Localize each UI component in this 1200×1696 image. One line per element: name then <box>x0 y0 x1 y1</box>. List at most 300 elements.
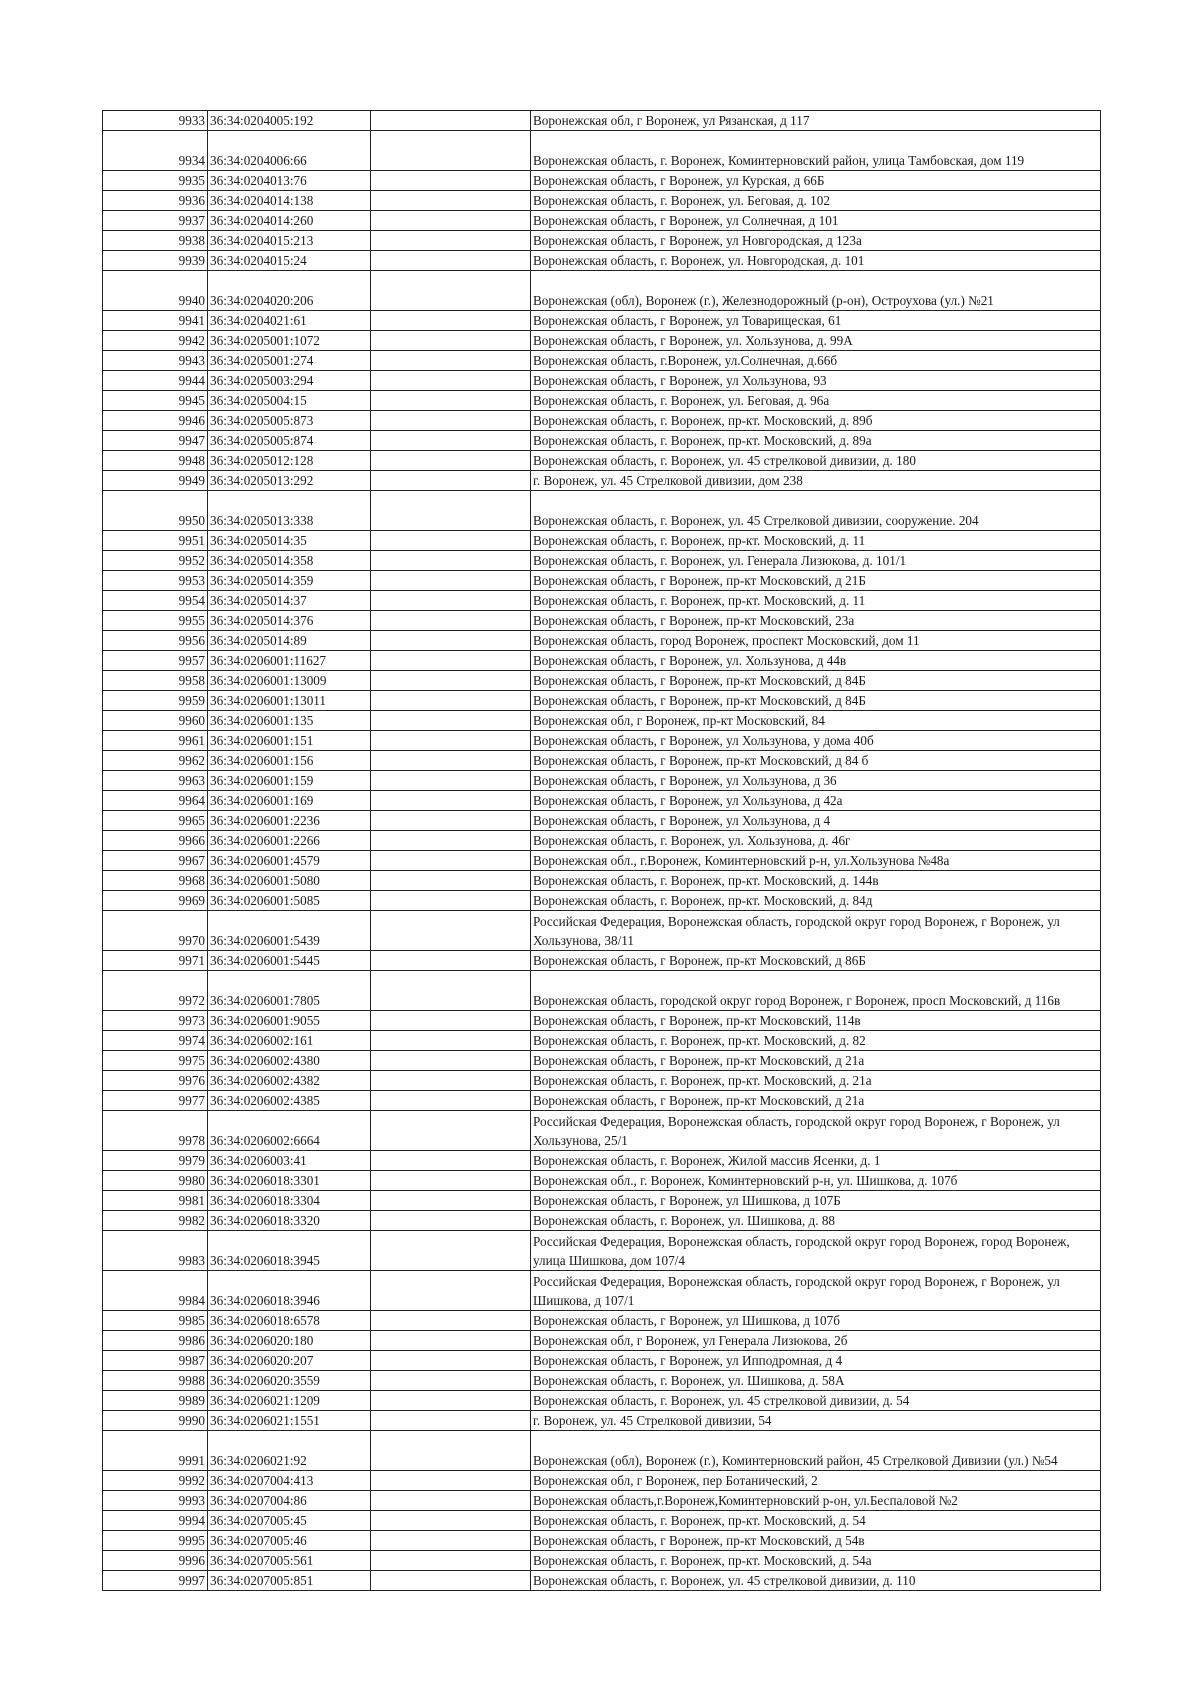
table-row <box>103 251 1101 271</box>
address-cell: Воронежская область, городской округ город Воронеж, г Воронеж, просп Московский, д 116в <box>531 971 1101 1011</box>
table-row <box>103 1211 1101 1231</box>
address-cell: Воронежская область, г Воронеж, пр-кт Московский, 23а <box>531 611 1101 631</box>
cadastral-number-cell: 36:34:0206002:4380 <box>208 1051 371 1071</box>
table-row <box>103 231 1101 251</box>
empty-cell <box>371 311 531 331</box>
row-number-cell: 9969 <box>103 891 208 911</box>
address-cell: Воронежская область, г Воронеж, ул Ипподромная, д 4 <box>531 1351 1101 1371</box>
address-cell: Воронежская область, г. Воронеж, ул. 45 стрелковой дивизии, д. 54 <box>531 1391 1101 1411</box>
empty-cell <box>371 131 531 171</box>
address-cell: Воронежская (обл), Воронеж (г.), Коминтерновский район, 45 Стрелковой Дивизии (ул.) №54 <box>531 1431 1101 1471</box>
table-row <box>103 1551 1101 1571</box>
address-cell: Воронежская область, г.Воронеж, ул.Солнечная, д.66б <box>531 351 1101 371</box>
row-number-cell: 9993 <box>103 1491 208 1511</box>
cadastral-number-cell: 36:34:0206001:159 <box>208 771 371 791</box>
cadastral-number-cell: 36:34:0206018:3946 <box>208 1271 371 1311</box>
row-number-cell: 9974 <box>103 1031 208 1051</box>
table-row <box>103 111 1101 131</box>
table-row <box>103 211 1101 231</box>
cadastral-number-cell: 36:34:0204014:138 <box>208 191 371 211</box>
row-number-cell: 9985 <box>103 1311 208 1331</box>
cadastral-number-cell: 36:34:0206018:3304 <box>208 1191 371 1211</box>
address-cell: Воронежская область, г. Воронеж, пр-кт. Московский, д. 54 <box>531 1511 1101 1531</box>
cadastral-number-cell: 36:34:0205005:874 <box>208 431 371 451</box>
address-cell: г. Воронеж, ул. 45 Стрелковой дивизии, 54 <box>531 1411 1101 1431</box>
empty-cell <box>371 1351 531 1371</box>
table-row <box>103 751 1101 771</box>
row-number-cell: 9967 <box>103 851 208 871</box>
empty-cell <box>371 1151 531 1171</box>
table-row <box>103 1171 1101 1191</box>
cadastral-number-cell: 36:34:0205001:274 <box>208 351 371 371</box>
row-number-cell: 9934 <box>103 131 208 171</box>
table-row <box>103 311 1101 331</box>
table-row <box>103 451 1101 471</box>
row-number-cell: 9961 <box>103 731 208 751</box>
row-number-cell: 9942 <box>103 331 208 351</box>
address-cell: Воронежская область, г. Воронеж, ул. 45 стрелковой дивизии, д. 180 <box>531 451 1101 471</box>
table-row <box>103 1271 1101 1311</box>
empty-cell <box>371 951 531 971</box>
cadastral-number-cell: 36:34:0205013:292 <box>208 471 371 491</box>
empty-cell <box>371 671 531 691</box>
cadastral-number-cell: 36:34:0206018:3320 <box>208 1211 371 1231</box>
address-cell: Воронежская область, город Воронеж, проспект Московский, дом 11 <box>531 631 1101 651</box>
address-cell: Воронежская область, г Воронеж, ул Новгородская, д 123а <box>531 231 1101 251</box>
table-row <box>103 491 1101 531</box>
address-cell: Воронежская область, г Воронеж, ул Товарищеская, 61 <box>531 311 1101 331</box>
cadastral-number-cell: 36:34:0206021:1209 <box>208 1391 371 1411</box>
cadastral-number-cell: 36:34:0205001:1072 <box>208 331 371 351</box>
address-cell: Воронежская область, г. Воронеж, ул. Шишкова, д. 58А <box>531 1371 1101 1391</box>
table-row <box>103 731 1101 751</box>
row-number-cell: 9976 <box>103 1071 208 1091</box>
address-cell: Воронежская область, г Воронеж, пр-кт Московский, д 21Б <box>531 571 1101 591</box>
cadastral-number-cell: 36:34:0204013:76 <box>208 171 371 191</box>
cadastral-number-cell: 36:34:0206001:7805 <box>208 971 371 1011</box>
empty-cell <box>371 771 531 791</box>
cadastral-number-cell: 36:34:0205005:873 <box>208 411 371 431</box>
address-cell: Воронежская обл, г Воронеж, ул Рязанская, д 117 <box>531 111 1101 131</box>
address-cell: Воронежская область, г Воронеж, пр-кт Московский, д 54в <box>531 1531 1101 1551</box>
row-number-cell: 9945 <box>103 391 208 411</box>
table-row <box>103 911 1101 951</box>
empty-cell <box>371 531 531 551</box>
cadastral-number-cell: 36:34:0206002:4385 <box>208 1091 371 1111</box>
row-number-cell: 9984 <box>103 1271 208 1311</box>
address-cell: Воронежская область, г Воронеж, ул Хользунова, д 36 <box>531 771 1101 791</box>
address-cell: Воронежская область, г. Воронеж, пр-кт. Московский, д. 11 <box>531 531 1101 551</box>
row-number-cell: 9995 <box>103 1531 208 1551</box>
table-row <box>103 871 1101 891</box>
row-number-cell: 9958 <box>103 671 208 691</box>
empty-cell <box>371 191 531 211</box>
empty-cell <box>371 1331 531 1351</box>
row-number-cell: 9959 <box>103 691 208 711</box>
address-cell: г. Воронеж, ул. 45 Стрелковой дивизии, дом 238 <box>531 471 1101 491</box>
table-row <box>103 271 1101 311</box>
table-row <box>103 1331 1101 1351</box>
address-cell: Российская Федерация, Воронежская область, городской округ город Воронеж, город Воронеж, улица Шишкова, дом 107/4 <box>531 1231 1101 1271</box>
cadastral-number-cell: 36:34:0205004:15 <box>208 391 371 411</box>
empty-cell <box>371 871 531 891</box>
table-row <box>103 791 1101 811</box>
table-row <box>103 771 1101 791</box>
row-number-cell: 9963 <box>103 771 208 791</box>
empty-cell <box>371 591 531 611</box>
empty-cell <box>371 1311 531 1331</box>
empty-cell <box>371 971 531 1011</box>
address-cell: Воронежская обл, г Воронеж, ул Генерала Лизюкова, 2б <box>531 1331 1101 1351</box>
cadastral-number-cell: 36:34:0206020:180 <box>208 1331 371 1351</box>
cadastral-number-cell: 36:34:0204015:24 <box>208 251 371 271</box>
table-row <box>103 811 1101 831</box>
empty-cell <box>371 611 531 631</box>
cadastral-number-cell: 36:34:0205014:359 <box>208 571 371 591</box>
empty-cell <box>371 451 531 471</box>
empty-cell <box>371 351 531 371</box>
cadastral-number-cell: 36:34:0207004:413 <box>208 1471 371 1491</box>
table-row <box>103 1371 1101 1391</box>
empty-cell <box>371 1231 531 1271</box>
address-cell: Воронежская обл, г Воронеж, пер Ботанический, 2 <box>531 1471 1101 1491</box>
row-number-cell: 9935 <box>103 171 208 191</box>
row-number-cell: 9952 <box>103 551 208 571</box>
row-number-cell: 9953 <box>103 571 208 591</box>
address-cell: Воронежская область, г Воронеж, пр-кт Московский, д 21а <box>531 1051 1101 1071</box>
cadastral-number-cell: 36:34:0206002:4382 <box>208 1071 371 1091</box>
table-row <box>103 131 1101 171</box>
cadastral-number-cell: 36:34:0206020:3559 <box>208 1371 371 1391</box>
cadastral-number-cell: 36:34:0204006:66 <box>208 131 371 171</box>
empty-cell <box>371 1391 531 1411</box>
address-cell: Воронежская (обл), Воронеж (г.), Железнодорожный (р-он), Остроухова (ул.) №21 <box>531 271 1101 311</box>
table-row <box>103 1491 1101 1511</box>
empty-cell <box>371 231 531 251</box>
empty-cell <box>371 411 531 431</box>
address-cell: Воронежская область, г. Воронеж, ул. Хользунова, д. 46г <box>531 831 1101 851</box>
address-cell: Воронежская область, г. Воронеж, пр-кт. Московский, д. 54а <box>531 1551 1101 1571</box>
row-number-cell: 9990 <box>103 1411 208 1431</box>
address-cell: Воронежская обл, г Воронеж, пр-кт Московский, 84 <box>531 711 1101 731</box>
cadastral-number-cell: 36:34:0206002:161 <box>208 1031 371 1051</box>
cadastral-number-cell: 36:34:0206001:13011 <box>208 691 371 711</box>
cadastral-number-cell: 36:34:0205013:338 <box>208 491 371 531</box>
address-cell: Воронежская область, г Воронеж, пр-кт Московский, 114в <box>531 1011 1101 1031</box>
empty-cell <box>371 111 531 131</box>
empty-cell <box>371 391 531 411</box>
cadastral-registry-table <box>102 110 1101 1591</box>
address-cell: Воронежская область, г. Воронеж, пр-кт. Московский, д. 144в <box>531 871 1101 891</box>
row-number-cell: 9986 <box>103 1331 208 1351</box>
table-row <box>103 1511 1101 1531</box>
address-cell: Воронежская область, г Воронеж, пр-кт Московский, д 21а <box>531 1091 1101 1111</box>
address-cell: Воронежская область, г. Воронеж, пр-кт. Московский, д. 89а <box>531 431 1101 451</box>
address-cell: Воронежская область, г Воронеж, пр-кт Московский, д 84Б <box>531 671 1101 691</box>
cadastral-number-cell: 36:34:0205014:376 <box>208 611 371 631</box>
table-row <box>103 431 1101 451</box>
empty-cell <box>371 471 531 491</box>
address-cell: Воронежская область, г Воронеж, ул. Хользунова, д. 99А <box>531 331 1101 351</box>
cadastral-number-cell: 36:34:0204014:260 <box>208 211 371 231</box>
empty-cell <box>371 651 531 671</box>
table-row <box>103 1111 1101 1151</box>
row-number-cell: 9982 <box>103 1211 208 1231</box>
empty-cell <box>371 1091 531 1111</box>
empty-cell <box>371 631 531 651</box>
cadastral-number-cell: 36:34:0205014:37 <box>208 591 371 611</box>
table-row <box>103 891 1101 911</box>
empty-cell <box>371 851 531 871</box>
address-cell: Воронежская область, г. Воронеж, ул. 45 Стрелковой дивизии, сооружение. 204 <box>531 491 1101 531</box>
cadastral-number-cell: 36:34:0206001:2236 <box>208 811 371 831</box>
table-row <box>103 1231 1101 1271</box>
table-row <box>103 1191 1101 1211</box>
table-row <box>103 411 1101 431</box>
cadastral-number-cell: 36:34:0207005:46 <box>208 1531 371 1551</box>
row-number-cell: 9946 <box>103 411 208 431</box>
empty-cell <box>371 831 531 851</box>
table-row <box>103 671 1101 691</box>
address-cell: Воронежская область, г Воронеж, пр-кт Московский, д 86Б <box>531 951 1101 971</box>
row-number-cell: 9954 <box>103 591 208 611</box>
table-row <box>103 1071 1101 1091</box>
row-number-cell: 9980 <box>103 1171 208 1191</box>
table-row <box>103 651 1101 671</box>
table-row <box>103 1431 1101 1471</box>
address-cell: Воронежская область, г. Воронеж, Коминтерновский район, улица Тамбовская, дом 119 <box>531 131 1101 171</box>
address-cell: Воронежская область, г. Воронеж, ул. Беговая, д. 96а <box>531 391 1101 411</box>
cadastral-number-cell: 36:34:0206021:1551 <box>208 1411 371 1431</box>
empty-cell <box>371 1051 531 1071</box>
cadastral-number-cell: 36:34:0204021:61 <box>208 311 371 331</box>
empty-cell <box>371 811 531 831</box>
empty-cell <box>371 911 531 951</box>
cadastral-number-cell: 36:34:0204005:192 <box>208 111 371 131</box>
table-row <box>103 611 1101 631</box>
empty-cell <box>371 331 531 351</box>
empty-cell <box>371 1031 531 1051</box>
cadastral-number-cell: 36:34:0206018:3945 <box>208 1231 371 1271</box>
empty-cell <box>371 271 531 311</box>
empty-cell <box>371 431 531 451</box>
empty-cell <box>371 1531 531 1551</box>
address-cell: Воронежская область, г. Воронеж, ул. 45 стрелковой дивизии, д. 110 <box>531 1571 1101 1591</box>
row-number-cell: 9970 <box>103 911 208 951</box>
table-row <box>103 971 1101 1011</box>
address-cell: Воронежская обл., г.Воронеж, Коминтерновский р-н, ул.Хользунова №48а <box>531 851 1101 871</box>
address-cell: Воронежская область, г. Воронеж, пр-кт. Московский, д. 21а <box>531 1071 1101 1091</box>
table-row <box>103 1091 1101 1111</box>
table-row <box>103 1031 1101 1051</box>
row-number-cell: 9988 <box>103 1371 208 1391</box>
cadastral-number-cell: 36:34:0206021:92 <box>208 1431 371 1471</box>
empty-cell <box>371 1411 531 1431</box>
table-row <box>103 1411 1101 1431</box>
empty-cell <box>371 1271 531 1311</box>
row-number-cell: 9947 <box>103 431 208 451</box>
table-row <box>103 711 1101 731</box>
empty-cell <box>371 1191 531 1211</box>
empty-cell <box>371 791 531 811</box>
empty-cell <box>371 691 531 711</box>
cadastral-number-cell: 36:34:0206001:135 <box>208 711 371 731</box>
cadastral-number-cell: 36:34:0205012:128 <box>208 451 371 471</box>
cadastral-number-cell: 36:34:0205003:294 <box>208 371 371 391</box>
cadastral-number-cell: 36:34:0206018:6578 <box>208 1311 371 1331</box>
row-number-cell: 9964 <box>103 791 208 811</box>
cadastral-number-cell: 36:34:0206020:207 <box>208 1351 371 1371</box>
table-row <box>103 331 1101 351</box>
address-cell: Воронежская область, г. Воронеж, ул. Беговая, д. 102 <box>531 191 1101 211</box>
cadastral-number-cell: 36:34:0206001:169 <box>208 791 371 811</box>
empty-cell <box>371 211 531 231</box>
empty-cell <box>371 1471 531 1491</box>
address-cell: Воронежская область, г Воронеж, ул Солнечная, д 101 <box>531 211 1101 231</box>
address-cell: Воронежская область, г. Воронеж, ул. Шишкова, д. 88 <box>531 1211 1101 1231</box>
empty-cell <box>371 1431 531 1471</box>
cadastral-number-cell: 36:34:0204020:206 <box>208 271 371 311</box>
address-cell: Воронежская область, г Воронеж, ул Шишкова, д 107б <box>531 1311 1101 1331</box>
empty-cell <box>371 1491 531 1511</box>
address-cell: Воронежская область, г Воронеж, ул Хользунова, 93 <box>531 371 1101 391</box>
table-row <box>103 851 1101 871</box>
row-number-cell: 9948 <box>103 451 208 471</box>
table-row <box>103 571 1101 591</box>
address-cell: Воронежская область, г Воронеж, ул Курская, д 66Б <box>531 171 1101 191</box>
table-row <box>103 591 1101 611</box>
table-row <box>103 1311 1101 1331</box>
row-number-cell: 9983 <box>103 1231 208 1271</box>
row-number-cell: 9937 <box>103 211 208 231</box>
row-number-cell: 9973 <box>103 1011 208 1031</box>
address-cell: Воронежская область, г. Воронеж, пр-кт. Московский, д. 82 <box>531 1031 1101 1051</box>
row-number-cell: 9968 <box>103 871 208 891</box>
table-row <box>103 1051 1101 1071</box>
address-cell: Воронежская область, г. Воронеж, пр-кт. Московский, д. 89б <box>531 411 1101 431</box>
table-row <box>103 351 1101 371</box>
empty-cell <box>371 571 531 591</box>
table-row <box>103 1391 1101 1411</box>
cadastral-number-cell: 36:34:0205014:89 <box>208 631 371 651</box>
row-number-cell: 9941 <box>103 311 208 331</box>
row-number-cell: 9978 <box>103 1111 208 1151</box>
row-number-cell: 9950 <box>103 491 208 531</box>
table-row <box>103 1471 1101 1491</box>
row-number-cell: 9992 <box>103 1471 208 1491</box>
row-number-cell: 9981 <box>103 1191 208 1211</box>
address-cell: Воронежская область, г. Воронеж, Жилой массив Ясенки, д. 1 <box>531 1151 1101 1171</box>
row-number-cell: 9975 <box>103 1051 208 1071</box>
address-cell: Воронежская область, г. Воронеж, пр-кт. Московский, д. 84д <box>531 891 1101 911</box>
cadastral-number-cell: 36:34:0206001:11627 <box>208 651 371 671</box>
row-number-cell: 9979 <box>103 1151 208 1171</box>
cadastral-number-cell: 36:34:0206002:6664 <box>208 1111 371 1151</box>
address-cell: Воронежская область, г Воронеж, пр-кт Московский, д 84 б <box>531 751 1101 771</box>
row-number-cell: 9957 <box>103 651 208 671</box>
row-number-cell: 9956 <box>103 631 208 651</box>
address-cell: Воронежская область, г. Воронеж, ул. Генерала Лизюкова, д. 101/1 <box>531 551 1101 571</box>
address-cell: Воронежская область, г Воронеж, ул Шишкова, д 107Б <box>531 1191 1101 1211</box>
row-number-cell: 9987 <box>103 1351 208 1371</box>
empty-cell <box>371 1071 531 1091</box>
empty-cell <box>371 711 531 731</box>
row-number-cell: 9972 <box>103 971 208 1011</box>
cadastral-number-cell: 36:34:0205014:358 <box>208 551 371 571</box>
table-row <box>103 1351 1101 1371</box>
row-number-cell: 9989 <box>103 1391 208 1411</box>
cadastral-number-cell: 36:34:0207005:561 <box>208 1551 371 1571</box>
row-number-cell: 9994 <box>103 1511 208 1531</box>
table-row <box>103 551 1101 571</box>
row-number-cell: 9933 <box>103 111 208 131</box>
table-row <box>103 1151 1101 1171</box>
address-cell: Воронежская обл., г. Воронеж, Коминтерновский р-н, ул. Шишкова, д. 107б <box>531 1171 1101 1191</box>
cadastral-number-cell: 36:34:0206001:156 <box>208 751 371 771</box>
cadastral-number-cell: 36:34:0207005:851 <box>208 1571 371 1591</box>
address-cell: Воронежская область, г Воронеж, ул Хользунова, д 42а <box>531 791 1101 811</box>
table-row <box>103 371 1101 391</box>
address-cell: Воронежская область, г. Воронеж, пр-кт. Московский, д. 11 <box>531 591 1101 611</box>
cadastral-number-cell: 36:34:0207004:86 <box>208 1491 371 1511</box>
row-number-cell: 9991 <box>103 1431 208 1471</box>
table-row <box>103 391 1101 411</box>
cadastral-number-cell: 36:34:0206001:5445 <box>208 951 371 971</box>
empty-cell <box>371 1551 531 1571</box>
address-cell: Воронежская область, г Воронеж, пр-кт Московский, д 84Б <box>531 691 1101 711</box>
empty-cell <box>371 1111 531 1151</box>
table-row <box>103 1531 1101 1551</box>
row-number-cell: 9971 <box>103 951 208 971</box>
table-row <box>103 951 1101 971</box>
row-number-cell: 9936 <box>103 191 208 211</box>
cadastral-number-cell: 36:34:0206018:3301 <box>208 1171 371 1191</box>
row-number-cell: 9940 <box>103 271 208 311</box>
cadastral-number-cell: 36:34:0206001:2266 <box>208 831 371 851</box>
table-row <box>103 1571 1101 1591</box>
empty-cell <box>371 251 531 271</box>
address-cell: Воронежская область, г. Воронеж, ул. Новгородская, д. 101 <box>531 251 1101 271</box>
address-cell: Воронежская область, г Воронеж, ул. Хользунова, д 44в <box>531 651 1101 671</box>
table-row <box>103 1011 1101 1031</box>
row-number-cell: 9997 <box>103 1571 208 1591</box>
row-number-cell: 9951 <box>103 531 208 551</box>
row-number-cell: 9955 <box>103 611 208 631</box>
table-row <box>103 631 1101 651</box>
table-row <box>103 191 1101 211</box>
cadastral-number-cell: 36:34:0206003:41 <box>208 1151 371 1171</box>
empty-cell <box>371 1011 531 1031</box>
row-number-cell: 9962 <box>103 751 208 771</box>
row-number-cell: 9977 <box>103 1091 208 1111</box>
table-row <box>103 171 1101 191</box>
cadastral-number-cell: 36:34:0206001:5439 <box>208 911 371 951</box>
empty-cell <box>371 1211 531 1231</box>
cadastral-number-cell: 36:34:0206001:5080 <box>208 871 371 891</box>
row-number-cell: 9965 <box>103 811 208 831</box>
empty-cell <box>371 1571 531 1591</box>
row-number-cell: 9949 <box>103 471 208 491</box>
address-cell: Воронежская область, г Воронеж, ул Хользунова, д 4 <box>531 811 1101 831</box>
empty-cell <box>371 891 531 911</box>
address-cell: Российская Федерация, Воронежская область, городской округ город Воронеж, г Воронеж, ул Хользунова, 25/1 <box>531 1111 1101 1151</box>
empty-cell <box>371 491 531 531</box>
address-cell: Российская Федерация, Воронежская область, городской округ город Воронеж, г Воронеж, ул Хользунова, 38/11 <box>531 911 1101 951</box>
cadastral-number-cell: 36:34:0206001:13009 <box>208 671 371 691</box>
row-number-cell: 9939 <box>103 251 208 271</box>
empty-cell <box>371 751 531 771</box>
table-row <box>103 831 1101 851</box>
